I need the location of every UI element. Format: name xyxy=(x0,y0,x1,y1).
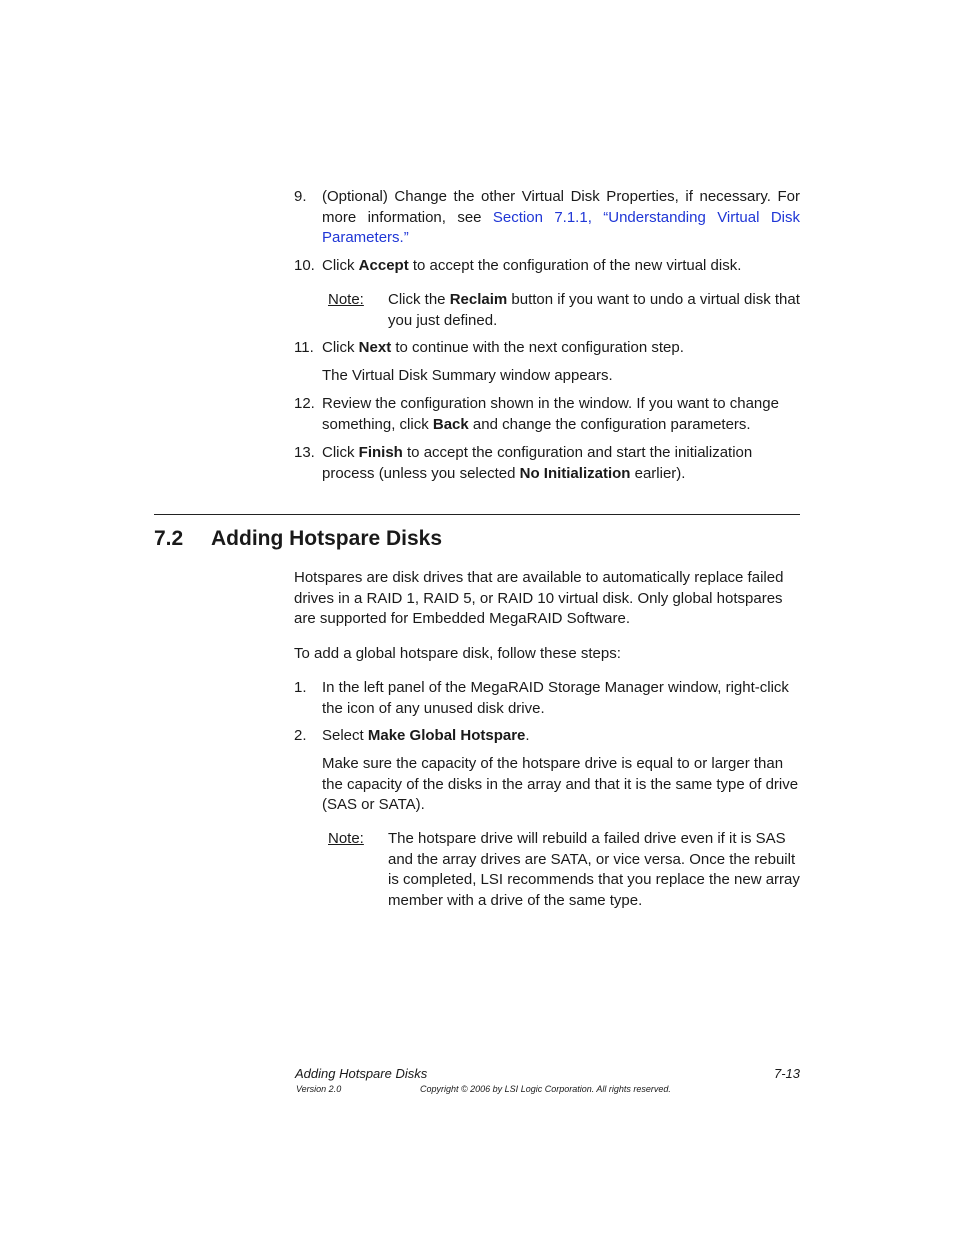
step-followup-text: The Virtual Disk Summary window appears. xyxy=(322,367,613,384)
ui-term: Back xyxy=(432,415,469,433)
step-number: 9. xyxy=(294,188,307,205)
section-link[interactable]: Section 7.1.1, “Understanding Virtual Disk Parameters.” xyxy=(322,208,801,246)
section-number: 7.2 xyxy=(154,527,184,550)
step-text-part: to continue with the next configuration step. xyxy=(391,339,684,356)
ui-term: Next xyxy=(358,339,392,356)
step-followup-text: Make sure the capacity of the hotspare drive is equal to or larger than the capacity of the disks in the array and that it is the same type of drive (SAS or SATA). xyxy=(322,755,799,813)
step-text-part: to accept the configuration and start the initialization process (unless you selected xyxy=(322,444,753,482)
note-text: The hotspare drive will rebuild a failed drive even if it is SAS and the array drives are SATA, or vice versa. Once the rebuilt is completed, LSI recommends that you replace the new array member with a drive of the same type. xyxy=(388,830,800,909)
section-lead: To add a global hotspare disk, follow these steps: xyxy=(294,645,621,662)
step-text-part: earlier). xyxy=(630,464,686,482)
ui-term: Reclaim xyxy=(449,291,508,308)
note-text-part: Click the xyxy=(388,291,450,308)
step-number: 2. xyxy=(294,727,307,744)
section-title: Adding Hotspare Disks xyxy=(211,527,443,550)
section-intro: Hotspares are disk drives that are available to automatically replace failed drives in a RAID 1, RAID 5, or RAID 10 virtual disk. Only global hotspares are supported for Embedded MegaRAID Software. xyxy=(294,569,784,627)
step-text xyxy=(322,256,800,277)
ui-term: Make Global Hotspare xyxy=(367,727,526,744)
ui-term: Finish xyxy=(358,444,403,461)
footer-page-number: 7-13 xyxy=(773,1066,800,1081)
step-number: 1. xyxy=(294,679,307,696)
step-text xyxy=(322,443,800,484)
step-text xyxy=(322,394,800,435)
step-text xyxy=(322,726,800,747)
step-number: 13. xyxy=(294,444,315,461)
step-text-part: (Optional) Change the other Virtual Disk Properties, if necessary. For more information, see xyxy=(322,188,800,226)
section-divider xyxy=(154,514,800,515)
step-text-part: and change the configuration parameters. xyxy=(468,415,751,433)
note-label: Note: xyxy=(328,830,364,847)
step-text-part: to accept the configuration of the new virtual disk. xyxy=(408,257,742,274)
note-text xyxy=(388,290,800,331)
step-text: In the left panel of the MegaRAID Storage Manager window, right-click the icon of any unused disk drive. xyxy=(322,679,789,717)
footer-copyright: Copyright © 2006 by LSI Logic Corporation. All rights reserved. xyxy=(420,1084,671,1094)
step-text-part: Review the configuration shown in the window. If you want to change something, click xyxy=(322,395,779,433)
footer-title: Adding Hotspare Disks xyxy=(295,1066,428,1081)
step-text xyxy=(322,338,800,359)
footer-version: Version 2.0 xyxy=(296,1084,342,1094)
step-number: 12. xyxy=(294,395,315,412)
ui-term: Accept xyxy=(358,257,409,274)
step-number: 10. xyxy=(294,257,315,274)
ui-term: No Initialization xyxy=(519,464,631,482)
step-number: 11. xyxy=(294,339,314,356)
note-label: Note: xyxy=(328,291,364,308)
step-text-part: . xyxy=(525,727,530,744)
step-text-part: Click xyxy=(322,444,359,461)
step-text-part: Click xyxy=(322,339,359,356)
step-text xyxy=(322,187,800,249)
note-text-part: button if you want to undo a virtual disk that you just defined. xyxy=(388,291,800,329)
step-text-part: Select xyxy=(322,727,368,744)
step-text-part: Click xyxy=(322,257,359,274)
